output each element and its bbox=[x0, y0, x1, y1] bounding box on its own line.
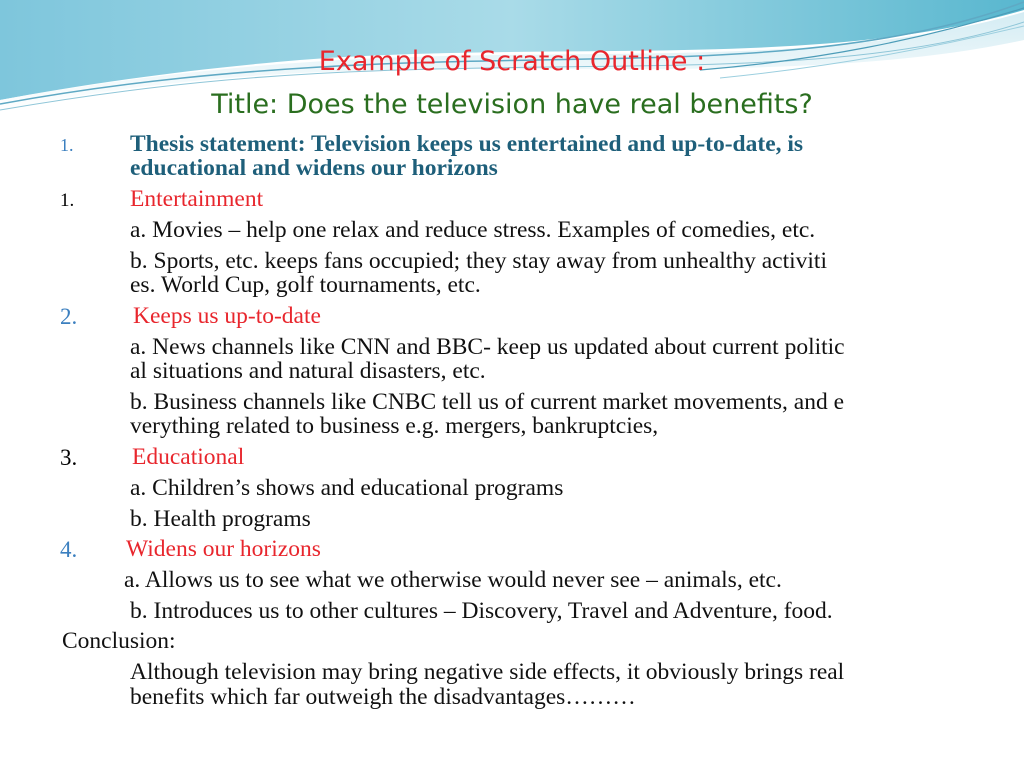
section-heading: Educational bbox=[132, 444, 245, 470]
slide-subtitle: Title: Does the television have real benefits? bbox=[211, 89, 813, 120]
outline-point-continued: al situations and natural disasters, etc. bbox=[130, 358, 486, 384]
section-number: 3. bbox=[60, 445, 78, 470]
conclusion-line-2: benefits which far outweigh the disadvantages……… bbox=[130, 684, 636, 710]
conclusion-label: Conclusion: bbox=[62, 628, 176, 654]
section-number: 1. bbox=[60, 190, 75, 211]
outline-point-continued: verything related to business e.g. mergers, bankruptcies, bbox=[130, 413, 659, 439]
section-heading: Entertainment bbox=[130, 186, 264, 212]
section-number: 4. bbox=[60, 537, 78, 562]
outline-point-continued: es. World Cup, golf tournaments, etc. bbox=[130, 272, 481, 298]
outline-point: b. Business channels like CNBC tell us of current market movements, and e bbox=[130, 389, 844, 415]
outline-point: a. Movies – help one relax and reduce stress. Examples of comedies, etc. bbox=[130, 217, 816, 243]
outline-point: b. Health programs bbox=[130, 506, 311, 532]
section-number: 2. bbox=[60, 304, 78, 329]
thesis-number: 1. bbox=[60, 135, 74, 155]
thesis-line-1: Thesis statement: Television keeps us entertained and up-to-date, is bbox=[130, 131, 804, 157]
outline-point: b. Sports, etc. keeps fans occupied; they stay away from unhealthy activiti bbox=[130, 248, 827, 274]
thesis-line-2: educational and widens our horizons bbox=[130, 155, 498, 181]
slide-title: Example of Scratch Outline : bbox=[318, 46, 706, 77]
outline-point: b. Introduces us to other cultures – Discovery, Travel and Adventure, food. bbox=[130, 598, 833, 624]
conclusion-line-1: Although television may bring negative side effects, it obviously brings real bbox=[130, 659, 845, 685]
section-heading: Keeps us up-to-date bbox=[133, 303, 321, 329]
outline-point: a. Children’s shows and educational programs bbox=[130, 475, 564, 501]
outline-point: a. Allows us to see what we otherwise would never see – animals, etc. bbox=[124, 567, 782, 593]
outline-point: a. News channels like CNN and BBC- keep us updated about current politic bbox=[130, 334, 845, 360]
section-heading: Widens our horizons bbox=[126, 536, 321, 562]
